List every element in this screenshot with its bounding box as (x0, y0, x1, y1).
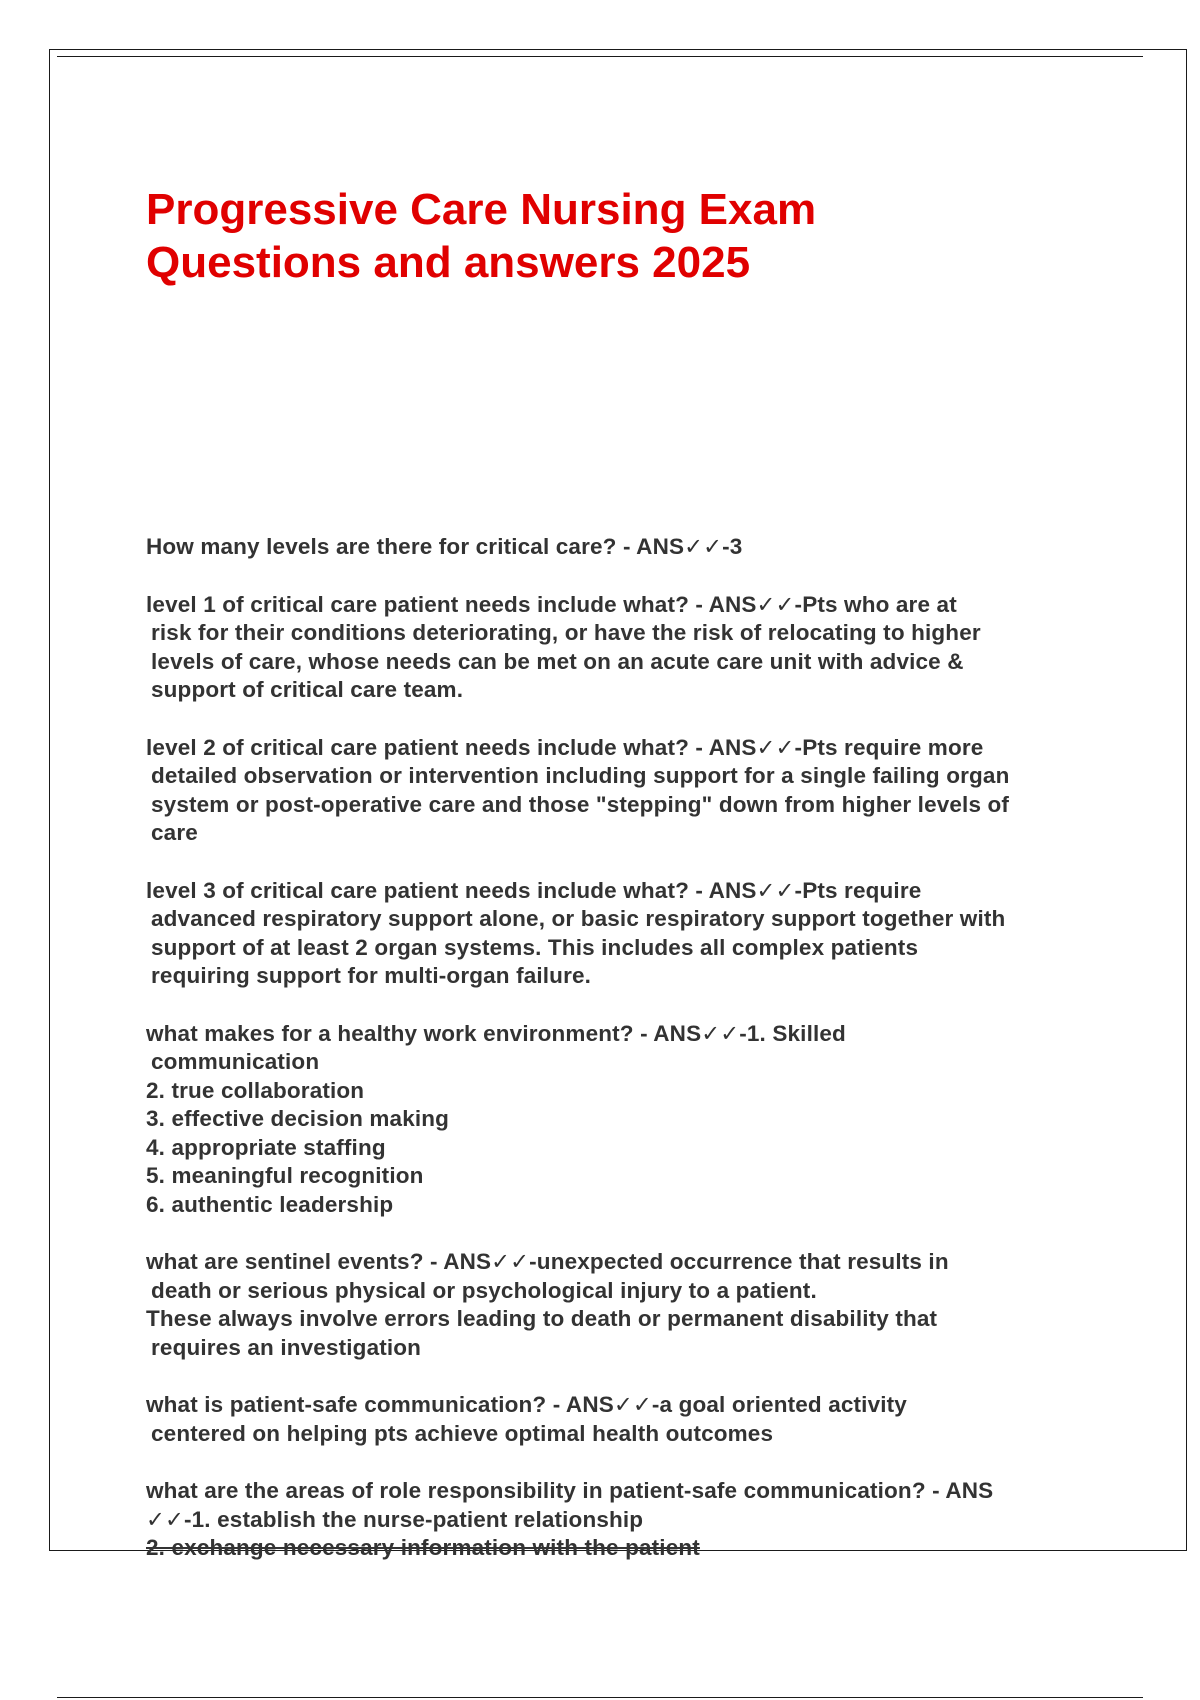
qa-item (146, 1020, 1106, 1220)
qa-line: centered on helping pts achieve optimal health outcomes (151, 1420, 774, 1446)
qa-line: level 3 of critical care patient needs include what? - ANS✓✓-Pts require (146, 877, 922, 903)
qa-line: detailed observation or intervention including support for a single failing organ (151, 763, 1010, 788)
qa-line: support of critical care team. (151, 677, 464, 702)
qa-line: ✓✓-1. establish the nurse-patient relationship (146, 1506, 644, 1532)
top-rule (57, 56, 1143, 57)
qa-line: support of at least 2 organ systems. This includes all complex patients (151, 934, 919, 960)
qa-line: 3. effective decision making (146, 1106, 450, 1131)
qa-line: requires an investigation (151, 1334, 422, 1360)
qa-item (146, 533, 1106, 562)
qa-list (146, 533, 1106, 1592)
bottom-rule (57, 1697, 1143, 1698)
qa-line: 2. exchange necessary information with the patient (146, 1535, 700, 1560)
title-line-1: Progressive Care Nursing Exam (146, 185, 817, 234)
qa-item (146, 734, 1106, 848)
qa-line: care (151, 820, 198, 845)
qa-line: communication (151, 1049, 320, 1074)
document-title (146, 183, 816, 289)
qa-item (146, 591, 1106, 705)
qa-item (146, 877, 1106, 991)
qa-line: system or post-operative care and those "stepping" down from higher levels of (151, 791, 1010, 817)
qa-line: what makes for a healthy work environment? - ANS✓✓-1. Skilled (146, 1020, 846, 1046)
qa-line: 2. true collaboration (146, 1077, 365, 1103)
qa-line: requiring support for multi-organ failure. (151, 963, 592, 988)
qa-line: what are the areas of role responsibility in patient-safe communication? - ANS (146, 1478, 994, 1503)
qa-line: what is patient-safe communication? - ANS✓✓-a goal oriented activity (146, 1392, 907, 1417)
qa-line: 5. meaningful recognition (146, 1163, 424, 1188)
title-line-2: Questions and answers 2025 (146, 238, 751, 287)
qa-item (146, 1248, 1106, 1362)
qa-line: what are sentinel events? - ANS✓✓-unexpected occurrence that results in (146, 1249, 949, 1274)
qa-line: How many levels are there for critical care? - ANS✓✓-3 (146, 534, 743, 559)
qa-line: death or serious physical or psychological injury to a patient. (151, 1277, 817, 1303)
qa-line: advanced respiratory support alone, or basic respiratory support together with (151, 906, 1006, 931)
qa-line: 6. authentic leadership (146, 1191, 394, 1217)
qa-line: level 1 of critical care patient needs include what? - ANS✓✓-Pts who are at (146, 591, 957, 617)
qa-line: levels of care, whose needs can be met on an acute care unit with advice & (151, 648, 964, 674)
qa-line: These always involve errors leading to death or permanent disability that (146, 1306, 938, 1331)
qa-line: risk for their conditions deteriorating, or have the risk of relocating to higher (151, 620, 981, 645)
qa-item (146, 1391, 1106, 1448)
qa-line: level 2 of critical care patient needs include what? - ANS✓✓-Pts require more (146, 734, 984, 760)
qa-item (146, 1477, 1106, 1563)
qa-line: 4. appropriate staffing (146, 1134, 386, 1160)
